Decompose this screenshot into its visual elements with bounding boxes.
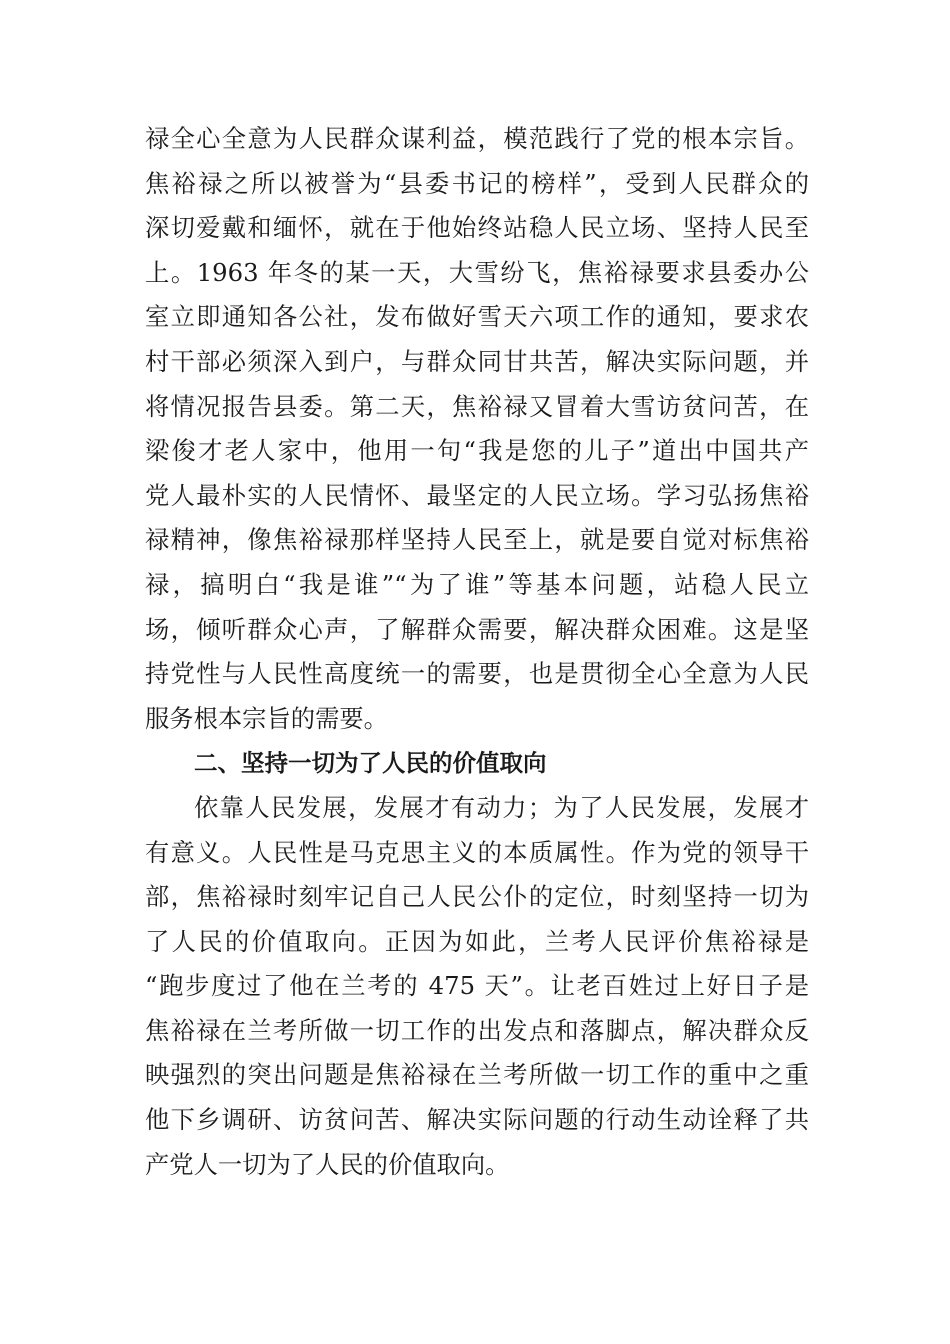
text-line: 室立即通知各公社，发布做好雪天六项工作的通知，要求农 [145,302,809,332]
text-line: “跑步度过了他在兰考的 475 天”。让老百姓过上好日子是 [145,971,809,1001]
text-line: 依靠人民发展，发展才有动力；为了人民发展，发展才 [194,792,809,822]
text-line: 映强烈的突出问题是焦裕禄在兰考所做一切工作的重中之重 [145,1060,809,1090]
text-line: 村干部必须深入到户，与群众同甘共苦，解决实际问题，并 [145,346,809,376]
section-heading: 二、坚持一切为了人民的价值取向 [194,749,547,778]
document-body [145,117,809,1187]
text-line: 禄全心全意为人民群众谋利益，模范践行了党的根本宗旨。 [145,124,809,153]
text-line: 梁俊才老人家中，他用一句“我是您的儿子”道出中国共产 [145,436,809,466]
text-line: 党人最朴实的人民情怀、最坚定的人民立场。学习弘扬焦裕 [145,480,809,510]
text-line: 深切爱戴和缅怀，就在于他始终站稳人民立场、坚持人民至 [145,213,809,243]
text-line: 持党性与人民性高度统一的需要，也是贯彻全心全意为人民 [145,659,809,689]
text-line: 场，倾听群众心声，了解群众需要，解决群众困难。这是坚 [145,614,809,644]
text-line: 他下乡调研、访贫问苦、解决实际问题的行动生动诠释了共 [145,1105,809,1135]
text-line: 禄精神，像焦裕禄那样坚持人民至上，就是要自觉对标焦裕 [145,525,809,555]
text-line: 产党人一切为了人民的价值取向。 [145,1149,510,1179]
text-line: 了人民的价值取向。正因为如此，兰考人民评价焦裕禄是 [145,926,809,956]
text-line: 部，焦裕禄时刻牢记自己人民公仆的定位，时刻坚持一切为 [145,882,809,912]
text-line: 焦裕禄之所以被誉为“县委书记的榜样”，受到人民群众的 [145,168,809,198]
text-line: 有意义。人民性是马克思主义的本质属性。作为党的领导干 [145,837,809,867]
text-line: 服务根本宗旨的需要。 [145,703,388,733]
text-line: 焦裕禄在兰考所做一切工作的出发点和落脚点，解决群众反 [145,1015,809,1045]
text-line: 将情况报告县委。第二天，焦裕禄又冒着大雪访贫问苦，在 [145,391,809,421]
text-line: 上。1963 年冬的某一天，大雪纷飞，焦裕禄要求县委办公 [145,257,809,287]
text-line: 禄，搞明白“我是谁”“为了谁”等基本问题，站稳人民立 [145,569,809,599]
